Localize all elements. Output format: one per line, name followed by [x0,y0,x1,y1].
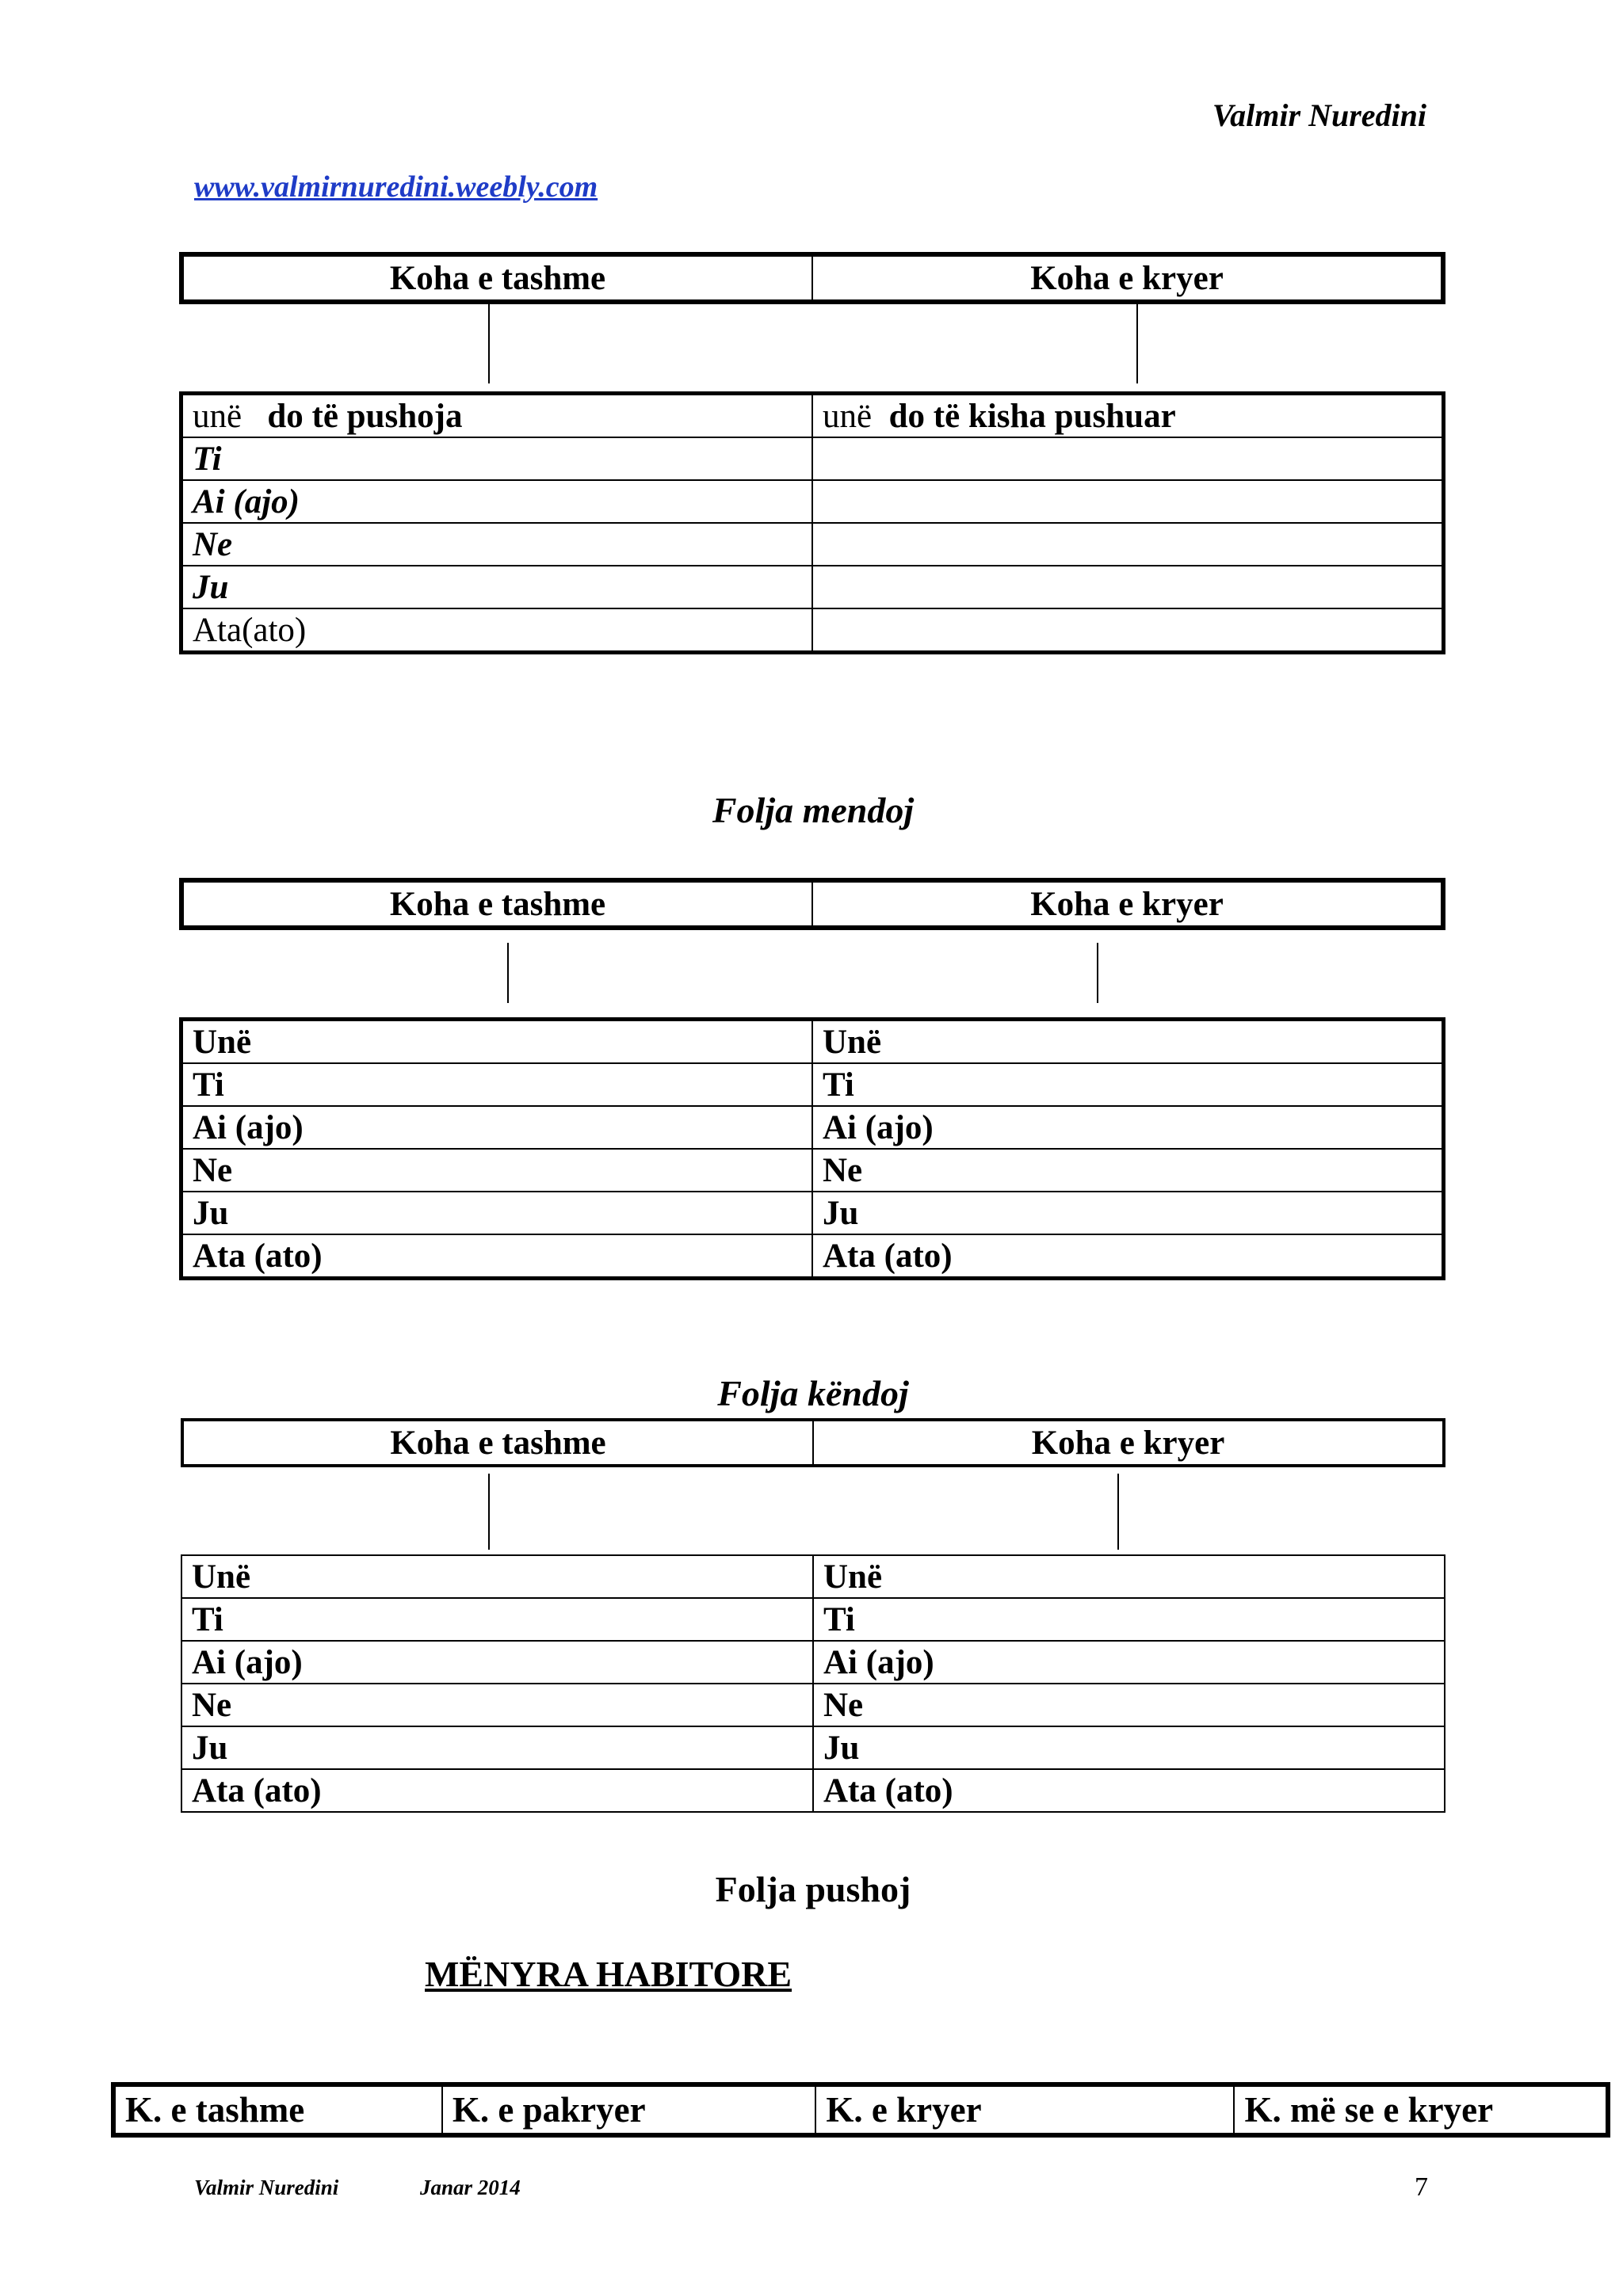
table-row [181,1106,1444,1149]
table-row [181,480,1444,523]
table-cell: Unë [813,1555,1445,1598]
table-cell [812,608,1444,653]
table-row [181,1020,1444,1064]
table-cell: Ti [813,1598,1445,1641]
table-row [181,1555,1445,1598]
verb-form: do të pushoja [267,397,463,435]
table-row [181,608,1444,653]
section3-header-right: Koha e kryer [813,1420,1444,1466]
table-cell: Unë [812,1020,1444,1064]
table-row [181,566,1444,608]
table-cell: Ai (ajo) [181,480,813,523]
table-cell: Ju [812,1192,1444,1234]
section3-header-left: Koha e tashme [182,1420,813,1466]
table-row [181,1598,1445,1641]
table-cell: Ne [181,523,813,566]
tense-column-header: K. e tashme [113,2084,442,2135]
section3-title: Folja këndoj [717,1373,909,1413]
table-row [181,1684,1445,1726]
section2-connector-left [507,943,509,1003]
section1-table [179,391,1445,654]
section4-title: Folja pushoj [715,1869,911,1909]
table-row [181,1192,1444,1234]
table-cell [181,394,813,438]
pronoun: unë [193,397,242,435]
table-row [181,523,1444,566]
pronoun: unë [823,397,873,435]
section1-header-right: Koha e kryer [812,254,1443,302]
table-cell [812,394,1444,438]
table-cell: Ti [181,1598,813,1641]
table-cell: Ata (ato) [812,1234,1444,1279]
table-cell: Unë [181,1555,813,1598]
table-row [181,1063,1444,1106]
table-cell [812,523,1444,566]
section2-header-left: Koha e tashme [181,880,812,928]
table-cell: Ju [181,1726,813,1769]
table-cell: Ti [812,1063,1444,1106]
table-cell: Ata (ato) [181,1769,813,1812]
section2-connector-right [1097,943,1098,1003]
page-number: 7 [1415,2172,1428,2202]
table-cell [812,480,1444,523]
tense-column-header: K. më se e kryer [1234,2084,1608,2135]
footer-date: Janar 2014 [420,2176,521,2199]
table-cell: Ti [181,437,813,480]
table-cell: Ai (ajo) [813,1641,1445,1684]
section3-connector-right [1117,1474,1119,1550]
table-row [181,437,1444,480]
table-row [181,1149,1444,1192]
tense-column-header: K. e kryer [815,2084,1234,2135]
table-cell: Ne [812,1149,1444,1192]
table-cell: Ju [813,1726,1445,1769]
table-row [181,394,1444,438]
table-cell: Ne [181,1149,813,1192]
table-cell: Ata (ato) [813,1769,1445,1812]
table-cell [812,566,1444,608]
website-link[interactable]: www.valmirnuredini.weebly.com [194,170,598,204]
section1-header-left: Koha e tashme [181,254,812,302]
table-row [181,1234,1444,1279]
table-cell: Ai (ajo) [812,1106,1444,1149]
table-cell: Ata(ato) [181,608,813,653]
section3-header-table [181,1418,1445,1467]
header-author: Valmir Nuredini [1212,97,1426,133]
table-cell: Ai (ajo) [181,1641,813,1684]
verb-form: do të kisha pushuar [888,397,1176,435]
tenses-table [111,2082,1610,2138]
section1-header-table [179,252,1445,304]
table-cell: Unë [181,1020,813,1064]
section3-connector-left [488,1474,490,1550]
footer-author: Valmir Nuredini [194,2176,339,2199]
section3-table [181,1554,1445,1813]
table-row [181,1641,1445,1684]
menyra-habitore-heading: MËNYRA HABITORE [425,1954,792,1994]
tense-column-header: K. e pakryer [442,2084,816,2135]
table-cell: Ata (ato) [181,1234,813,1279]
table-cell: Ne [813,1684,1445,1726]
section2-table [179,1017,1445,1280]
table-row [113,2084,1608,2135]
section1-connector-right [1136,304,1138,383]
section2-title: Folja mendoj [712,790,915,830]
section2-header-table [179,878,1445,930]
table-cell: Ne [181,1684,813,1726]
section1-connector-left [488,304,490,383]
section2-header-right: Koha e kryer [812,880,1443,928]
table-row [181,1769,1445,1812]
table-row [181,1726,1445,1769]
table-cell [812,437,1444,480]
table-cell: Ju [181,566,813,608]
table-cell: Ai (ajo) [181,1106,813,1149]
table-cell: Ti [181,1063,813,1106]
table-cell: Ju [181,1192,813,1234]
